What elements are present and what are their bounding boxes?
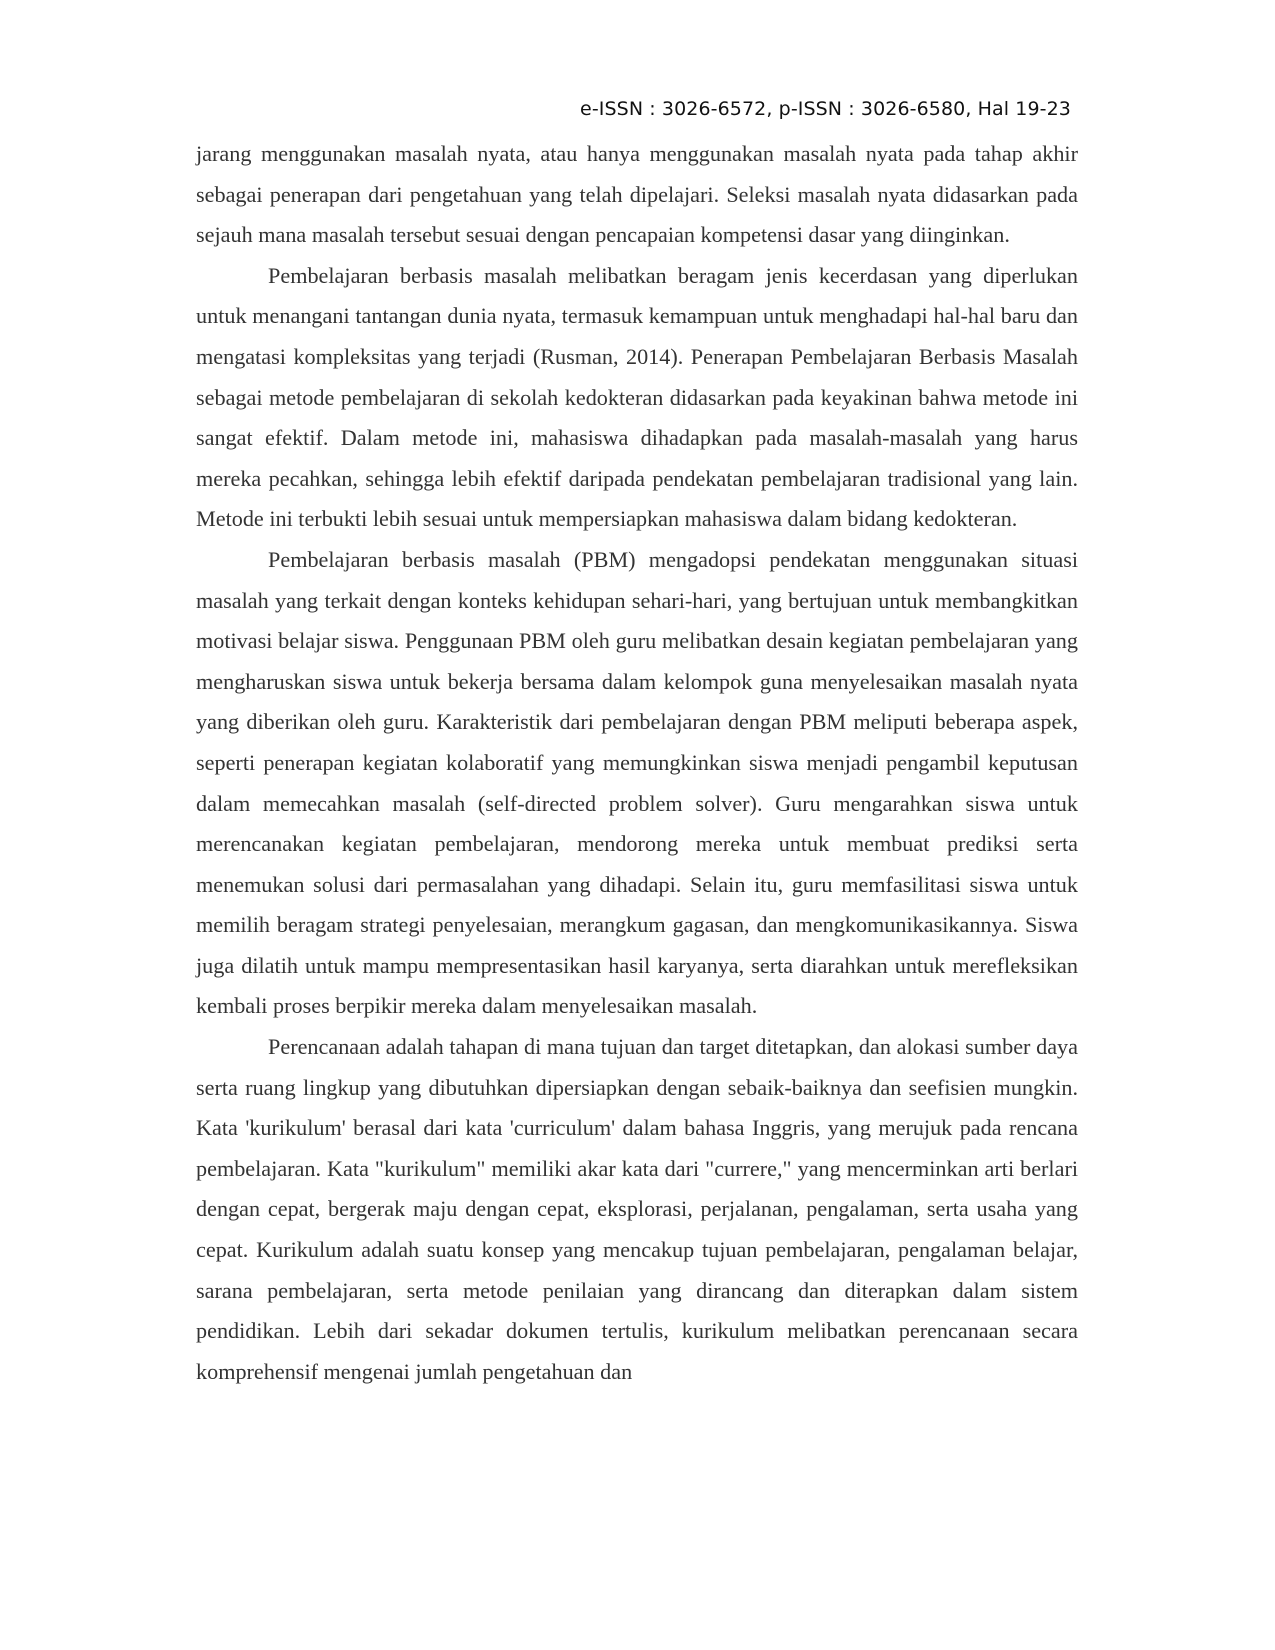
paragraph-pbm-intelligence: Pembelajaran berbasis masalah melibatkan beragam jenis kecerdasan yang diperlukan untuk menangani tantangan dunia nyata, termasuk kemampuan untuk menghadapi hal-hal baru dan mengatasi kompleksitas yang terjadi (Rusman, 2014). Penerapan Pembelajaran Berbasis Masalah sebagai metode pembelajaran di sekolah kedokteran didasarkan pada keyakinan bahwa metode ini sangat efektif. Dalam metode ini, mahasiswa dihadapkan pada masalah-masalah yang harus mereka pecahkan, sehingga lebih efektif daripada pendekatan pembelajaran tradisional yang lain. Metode ini terbukti lebih sesuai untuk mempersiapkan mahasiswa dalam bidang kedokteran. [196,262,1078,532]
paragraph-continuation: jarang menggunakan masalah nyata, atau hanya menggunakan masalah nyata pada tahap akhir sebagai penerapan dari pengetahuan yang telah dipelajari. Seleksi masalah nyata didasarkan pada sejauh mana masalah tersebut sesuai dengan pencapaian kompetensi dasar yang diinginkan. [196,141,1078,248]
paragraph-pbm-approach: Pembelajaran berbasis masalah (PBM) mengadopsi pendekatan menggunakan situasi masalah yang terkait dengan konteks kehidupan sehari-hari, yang bertujuan untuk membangkitkan motivasi belajar siswa. Penggunaan PBM oleh guru melibatkan desain kegiatan pembelajaran yang mengharuskan siswa untuk bekerja bersama dalam kelompok guna menyelesaikan masalah nyata yang diberikan oleh guru. Karakteristik dari pembelajaran dengan PBM meliputi beberapa aspek, seperti penerapan kegiatan kolaboratif yang memungkinkan siswa menjadi pengambil keputusan dalam memecahkan masalah (self-directed problem solver). Guru mengarahkan siswa untuk merencanakan kegiatan pembelajaran, mendorong mereka untuk membuat prediksi serta menemukan solusi dari permasalahan yang dihadapi. Selain itu, guru memfasilitasi siswa untuk memilih beragam strategi penyelesaian, merangkum gagasan, dan mengkomunikasikannya. Siswa juga dilatih untuk mampu mempresentasikan hasil karyanya, serta diarahkan untuk merefleksikan kembali proses berpikir mereka dalam menyelesaikan masalah. [196,546,1078,1019]
body-text [196,134,1078,1392]
paragraph-curriculum-planning: Perencanaan adalah tahapan di mana tujuan dan target ditetapkan, dan alokasi sumber daya serta ruang lingkup yang dibutuhkan dipersiapkan dengan sebaik-baiknya dan seefisien mungkin. Kata 'kurikulum' berasal dari kata 'curriculum' dalam bahasa Inggris, yang merujuk pada rencana pembelajaran. Kata "kurikulum" memiliki akar kata dari "currere," yang mencerminkan arti berlari dengan cepat, bergerak maju dengan cepat, eksplorasi, perjalanan, pengalaman, serta usaha yang cepat. Kurikulum adalah suatu konsep yang mencakup tujuan pembelajaran, pengalaman belajar, sarana pembelajaran, serta metode penilaian yang dirancang dan diterapkan dalam sistem pendidikan. Lebih dari sekadar dokumen tertulis, kurikulum melibatkan perencanaan secara komprehensif mengenai jumlah pengetahuan dan [196,1034,1078,1384]
issn-header: e-ISSN : 3026-6572, p-ISSN : 3026-6580, Hal 19-23 [580,98,1071,120]
